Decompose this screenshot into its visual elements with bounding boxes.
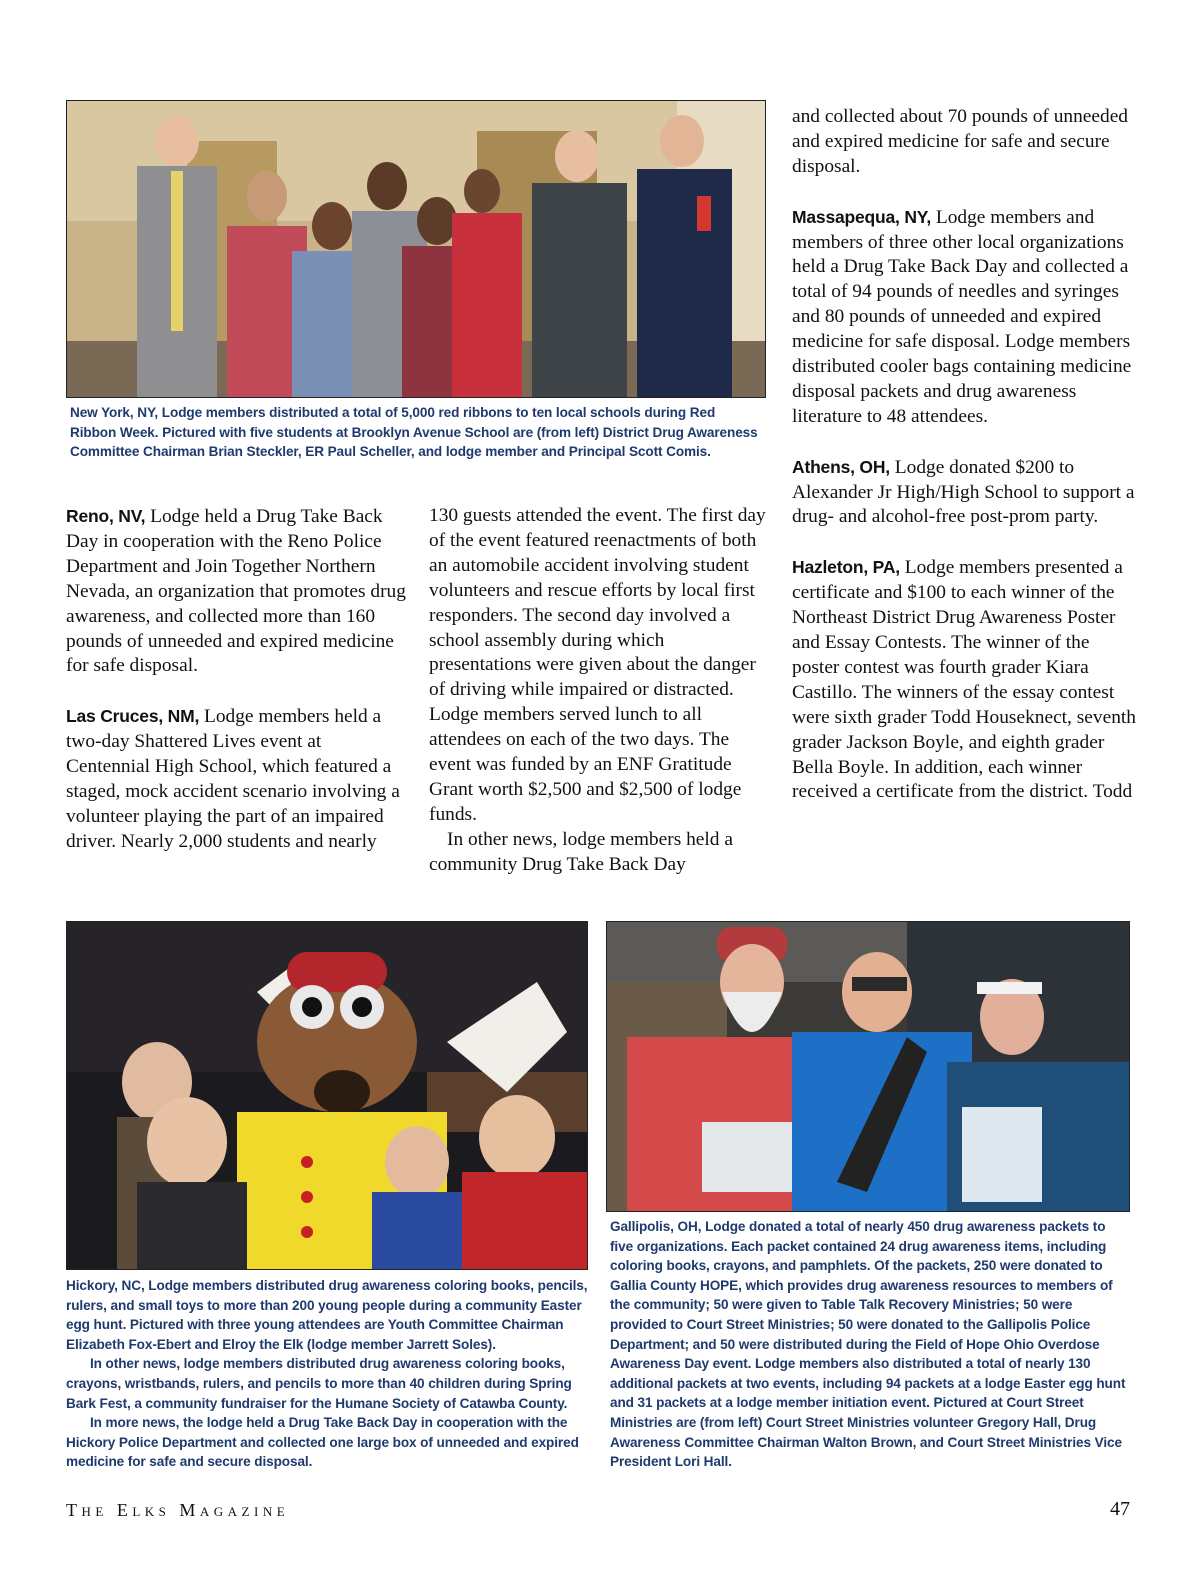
article-las-cruces <box>66 704 406 854</box>
caption-location: Gallipolis, OH, <box>610 1219 702 1234</box>
article-text: Lodge members presented a certificate and $100 to each winner of the Northeast District Drug Awareness Poster and Essay Contests. The winner of the poster contest was fourth grader Kiara Castillo. The winners of the essay contest were sixth grader Todd Houseknect, seventh grader Jackson Boyle, and eighth grader Bella Boyle. In addition, each winner received a certificate from the district. Todd <box>792 557 1136 803</box>
caption-paragraph: In other news, lodge members distributed drug awareness coloring books, crayons, wristbands, rulers, and pencils to more than 40 children during Spring Bark Fest, a community fundraiser for the Humane Society of Catawba County. <box>66 1356 572 1411</box>
left-column <box>66 504 406 855</box>
caption-location: New York, NY, <box>70 405 159 420</box>
article-continuation: and collected about 70 pounds of unneeded and expired medicine for safe and secure disposal. <box>792 106 1129 177</box>
article-text: Lodge donated $200 to Alexander Jr High/High School to support a drug- and alcohol-free post-prom party. <box>792 456 1135 528</box>
hickory-photo <box>66 921 588 1270</box>
caption-text: Lodge members distributed drug awareness coloring books, pencils, rulers, and small toys to more than 200 young people during a community Easter egg hunt. Pictured with three young attendees are Youth Committee Chairman Elizabeth Fox-Ebert and Elroy the Elk (lodge member Jarrett Soles). <box>66 1278 588 1352</box>
article-lead: Athens, OH, <box>792 456 890 477</box>
article-athens <box>792 455 1137 531</box>
article-reno <box>66 504 406 679</box>
article-text: Lodge members and members of three other local organizations held a Drug Take Back Day and collected a total of 94 pounds of needles and syringes and 80 pounds of unneeded and expired medicine for safe disposal. Lodge members distributed cooler bags containing medicine disposal packets and drug awareness literature to 48 attendees. <box>792 206 1132 427</box>
article-lead: Las Cruces, NM, <box>66 706 200 727</box>
article-continuation: 130 guests attended the event. The first day of the event featured reenactments of both an automobile accident involving student volunteers and rescue efforts by local first responders. The second day involved a school assembly during which presentations were given about the danger of driving while impaired or distracted. Lodge members served lunch to all attendees on each of the two days. The event was funded by an ENF Gratitude Grant worth $2,500 and $2,500 of lodge funds. <box>429 505 766 825</box>
article-lead: Massapequa, NY, <box>792 206 931 227</box>
page-number: 47 <box>1110 1498 1130 1520</box>
magazine-title: The Elks Magazine <box>66 1500 290 1520</box>
new-york-caption <box>70 403 760 462</box>
gallipolis-caption <box>610 1217 1132 1472</box>
right-column <box>792 105 1137 805</box>
caption-text: Lodge members distributed a total of 5,000 red ribbons to ten local schools during Red Ribbon Week. Pictured with five students at Brooklyn Avenue School are (from left) District Drug Awareness Committee Chairman Brian Steckler, ER Paul Scheller, and lodge member and Principal Scott Comis. <box>70 405 758 460</box>
hickory-caption <box>66 1276 588 1472</box>
caption-location: Hickory, NC, <box>66 1278 145 1293</box>
caption-text: Lodge donated a total of nearly 450 drug awareness packets to five organizations. Each packet contained 24 drug awareness items, including coloring books, crayons, and pamphlets. Of the packets, 250 were donated to Gallia County HOPE, which provides drug awareness resources to members of the community; 50 were given to Table Talk Recovery Ministries; 50 were provided to Court Street Ministries; 50 were donated to the Gallipolis Police Department; and 50 were distributed during the Field of Hope Ohio Overdose Awareness Day event. Lodge members also distributed a total of nearly 130 additional packets at two events, including 94 packets at a lodge Easter egg hunt and 31 packets at a lodge member initiation event. Pictured at Court Street Ministries are (from left) Court Street Ministries volunteer Gregory Hall, Drug Awareness Committee Chairman Walton Brown, and Court Street Ministries Vice President Lori Hall. <box>610 1219 1126 1470</box>
article-other-news: In other news, lodge members held a community Drug Take Back Day <box>429 828 733 875</box>
article-text: Lodge members held a two-day Shattered Lives event at Centennial High School, which featured a staged, mock accident scenario involving a volunteer playing the part of an impaired driver. Nearly 2,000 students and nearly <box>66 706 400 852</box>
gallipolis-photo <box>606 921 1130 1212</box>
article-lead: Reno, NV, <box>66 506 146 526</box>
article-text: Lodge held a Drug Take Back Day in cooperation with the Reno Police Department and Join Together Northern Nevada, an organization that promotes drug awareness, and collected more than 160 pounds of unneeded and expired medicine for safe disposal. <box>66 506 406 677</box>
article-lead: Hazleton, PA, <box>792 557 900 578</box>
middle-column <box>429 504 769 878</box>
new-york-photo <box>66 100 766 398</box>
article-massapequa <box>792 205 1137 430</box>
caption-paragraph: In more news, the lodge held a Drug Take Back Day in cooperation with the Hickory Police Department and collected one large box of unneeded and expired medicine for safe and secure disposal. <box>66 1415 579 1470</box>
article-hazleton <box>792 555 1137 805</box>
